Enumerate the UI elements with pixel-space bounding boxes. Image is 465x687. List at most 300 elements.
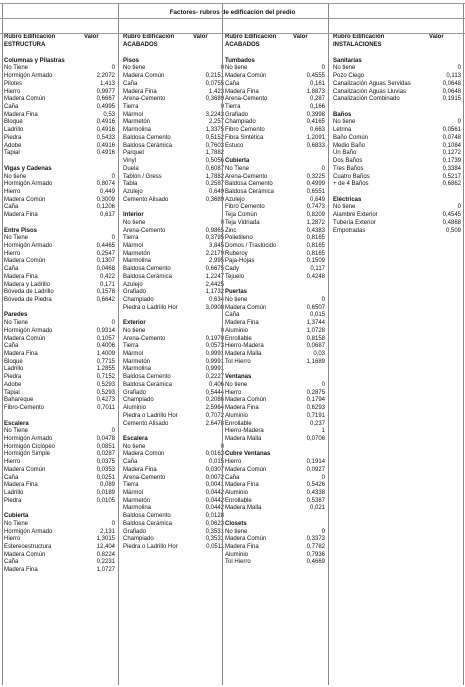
item-value: 0 — [321, 528, 325, 535]
table-row — [4, 552, 115, 560]
item-label: Puertas — [225, 289, 248, 296]
table-row — [4, 127, 115, 135]
section-heading — [123, 212, 224, 220]
item-value: 0,1057 — [96, 335, 115, 342]
item-label: Madera Común — [4, 196, 46, 203]
item-label: Tapial — [4, 389, 20, 396]
item-value: 0,8158 — [306, 335, 325, 342]
item-value: 0,0468 — [96, 266, 115, 273]
item-label: Madera Fina — [123, 88, 157, 95]
spacer — [333, 50, 461, 58]
item-label: Fibro-Cemento — [4, 405, 45, 412]
section-heading — [225, 289, 325, 297]
table-row — [123, 351, 224, 359]
item-value: 0 — [220, 104, 224, 111]
item-value: 0,4995 — [96, 104, 115, 111]
item-label: Marmetón — [123, 497, 151, 504]
item-label: No Tiene — [4, 235, 29, 242]
item-value: 1,8873 — [306, 88, 325, 95]
spacer — [123, 312, 224, 320]
item-label: Estereoestructura — [4, 544, 52, 550]
item-label: Fibro Cemento — [225, 127, 265, 134]
table-row — [4, 544, 115, 552]
item-value: 0,9977 — [96, 88, 115, 95]
table-row — [225, 189, 325, 197]
item-value: 0,5293 — [96, 381, 115, 388]
item-label: Baldosa Cerámica — [123, 273, 173, 280]
table-row — [123, 467, 224, 475]
table-row — [4, 451, 115, 459]
item-value: 0,9314 — [96, 327, 115, 334]
table-row — [225, 413, 325, 421]
row-divider — [0, 18, 465, 19]
table-row — [333, 65, 461, 73]
item-value: 0,021 — [309, 505, 325, 512]
table-row — [123, 521, 224, 529]
table-row — [4, 382, 115, 390]
item-label: Tierra — [123, 104, 139, 111]
section-heading — [4, 228, 115, 236]
item-label: Eléctricas — [333, 196, 362, 203]
item-value: 0,161 — [309, 80, 325, 87]
item-value: 1,2091 — [306, 134, 325, 141]
item-value: 0,1084 — [442, 142, 461, 149]
item-value: 0,287 — [309, 96, 325, 103]
table-row — [225, 405, 325, 413]
table-row — [123, 158, 224, 166]
item-value: 0,2547 — [96, 250, 115, 257]
item-label: Vigas y Cadenas — [4, 165, 52, 172]
table-row — [123, 328, 224, 336]
row-divider — [0, 33, 465, 34]
table-row — [4, 351, 115, 359]
item-label: Hierro — [4, 536, 21, 543]
item-label: Alambre Exterior — [333, 212, 378, 219]
item-label: Grafiado — [123, 389, 147, 396]
spacer — [4, 305, 115, 313]
item-label: Pilotes — [4, 80, 23, 87]
item-value: 0,7072 — [205, 412, 224, 419]
table-row — [123, 189, 224, 197]
section-heading — [225, 158, 325, 166]
table-row — [4, 320, 115, 328]
item-value: 3,845 — [208, 242, 224, 249]
table-row — [225, 312, 325, 320]
table-row — [123, 459, 224, 467]
table-row — [4, 343, 115, 351]
table-row — [333, 150, 461, 158]
item-value: 0,6551 — [306, 188, 325, 195]
item-label: Tres Baños — [333, 165, 364, 172]
item-label: Piedra o Ladrillo Hor — [123, 412, 178, 419]
item-label: Marmetón — [123, 358, 151, 365]
item-value: 0,2231 — [96, 559, 115, 566]
item-value: 0,406 — [208, 381, 224, 388]
item-value: 0,7782 — [306, 544, 325, 550]
table-row — [4, 328, 115, 336]
table-row — [225, 428, 325, 436]
table-row — [4, 89, 115, 97]
item-label: Adobe — [4, 142, 22, 149]
item-value: 2,6478 — [205, 420, 224, 427]
item-value: 0,0511 — [206, 544, 224, 550]
table-row — [225, 65, 325, 73]
item-label: Exterior — [123, 320, 146, 327]
item-label: Champiado — [123, 297, 154, 303]
item-value: 0,0687 — [306, 343, 325, 350]
item-value: 2,4425 — [205, 281, 224, 288]
table-row — [123, 181, 224, 189]
item-label: No tiene — [123, 219, 146, 226]
item-label: Madera Común — [4, 96, 46, 103]
item-label: Madera Fina — [4, 212, 38, 219]
item-label: Caña — [123, 80, 138, 87]
item-value: 2,995 — [208, 258, 224, 265]
table-row — [225, 112, 325, 120]
table-row — [123, 505, 224, 513]
table-row — [123, 343, 224, 351]
item-value: 0,3531 — [205, 528, 224, 535]
header-category: ACABADOS — [225, 41, 260, 48]
item-value: 0,2875 — [306, 389, 325, 396]
table-row — [225, 228, 325, 236]
item-value: 0,0706 — [306, 435, 325, 442]
item-value: 0,5056 — [205, 158, 224, 165]
table-row — [225, 382, 325, 390]
item-label: Enrollable — [225, 420, 252, 427]
item-label: Fibra Sintética — [225, 134, 264, 141]
item-label: Tejuelo — [225, 273, 245, 280]
item-label: Pisos — [123, 57, 140, 64]
table-row — [225, 467, 325, 475]
table-row — [123, 251, 224, 259]
table-row — [4, 282, 115, 290]
item-label: Pozo Ciego — [333, 73, 365, 80]
item-label: Tierra — [123, 235, 139, 242]
item-label: Baldosa Cerámica — [225, 188, 275, 195]
item-label: Cemento Alisado — [123, 196, 169, 203]
item-label: Champiado — [225, 119, 256, 126]
item-value: 0,4916 — [96, 119, 115, 126]
table-row — [225, 119, 325, 127]
item-label: Hierro-Madera — [225, 428, 264, 435]
item-value: 0 — [111, 320, 115, 327]
item-label: Marmolina — [123, 505, 152, 512]
item-value: 0,0072 — [205, 474, 224, 481]
item-value: 0,449 — [99, 188, 115, 195]
table-row — [123, 243, 224, 251]
table-row — [333, 228, 461, 236]
item-value: 0,8165 — [306, 235, 325, 242]
item-value: 0,509 — [445, 227, 461, 234]
table-row — [123, 135, 224, 143]
item-value: 0,113 — [446, 73, 461, 80]
table-row — [123, 390, 224, 398]
item-label: Baldosa Cemento — [123, 134, 171, 141]
item-value: 0,2227 — [205, 374, 224, 381]
item-value: 0,1578 — [96, 289, 115, 296]
table-row — [225, 235, 325, 243]
item-label: Hormigón Simple — [4, 451, 51, 458]
table-row — [123, 228, 224, 236]
spacer — [123, 204, 224, 212]
item-label: No tiene — [333, 119, 356, 126]
table-row — [123, 150, 224, 158]
section-heading — [333, 197, 461, 205]
item-label: Hierro — [4, 88, 21, 95]
item-value: 3,0908 — [205, 304, 224, 311]
header-label: Rubro Edificación — [333, 34, 385, 40]
table-row — [225, 143, 325, 151]
table-row — [123, 127, 224, 135]
table-row — [225, 359, 325, 367]
item-label: Ladrillo — [4, 366, 24, 373]
table-row — [225, 459, 325, 467]
table-row — [123, 104, 224, 112]
item-value: 0,3373 — [306, 536, 325, 543]
item-label: Tierra — [123, 343, 139, 350]
page-title: Factores- rubros de edificación del predio — [169, 9, 296, 16]
item-label: Hierro-Madera — [225, 343, 264, 350]
item-label: Marmetón — [123, 250, 151, 257]
item-value: 0,171 — [99, 281, 115, 288]
item-value: 0,7152 — [96, 374, 115, 381]
item-value: 0,1739 — [442, 158, 461, 165]
item-label: Madera Común — [4, 551, 46, 558]
item-value: 0 — [321, 474, 325, 481]
item-label: Madera Malla — [225, 351, 262, 358]
table-row — [333, 143, 461, 151]
item-value: 12,404 — [96, 544, 115, 550]
item-value: 0,3531 — [205, 536, 224, 543]
item-label: Bóveda de Piedra — [4, 297, 52, 303]
item-value: 0,0307 — [205, 466, 224, 473]
item-label: No tiene — [333, 65, 356, 72]
item-label: Aluminio — [225, 327, 249, 334]
item-value: 0,53 — [103, 111, 115, 118]
table-row — [225, 181, 325, 189]
table-row — [225, 266, 325, 274]
item-value: 0,6507 — [306, 304, 325, 311]
header-label: Rubro Edificación — [225, 34, 277, 40]
item-label: Hormigón Armado — [4, 528, 53, 535]
item-label: Madera Fina — [4, 273, 38, 280]
item-value: 0,0163 — [205, 451, 224, 458]
table-row — [225, 89, 325, 97]
item-label: Caña — [123, 459, 138, 466]
item-label: Baldosa Cerámica — [123, 381, 173, 388]
item-value: 0,4916 — [96, 127, 115, 134]
section-heading — [4, 312, 115, 320]
item-value: 0,1509 — [306, 258, 325, 265]
item-label: Hormigón Armado — [4, 181, 53, 188]
item-label: Enrollable — [225, 335, 252, 342]
item-label: No Tiene — [225, 165, 250, 172]
column-divider — [118, 3, 119, 685]
item-value: 0,5433 — [96, 134, 115, 141]
item-label: Grafiado — [123, 528, 147, 535]
item-label: Cemento Alisado — [123, 420, 169, 427]
table-row — [225, 96, 325, 104]
item-label: Arena-Cemento — [123, 96, 166, 103]
item-label: Hierro — [4, 188, 21, 195]
table-row — [4, 467, 115, 475]
item-value: 0 — [111, 428, 115, 435]
item-value: 1,1732 — [205, 289, 224, 296]
item-value: 0,8165 — [306, 242, 325, 249]
item-label: Piedra — [4, 374, 22, 381]
item-value: 0,4999 — [306, 181, 325, 188]
item-label: Baldosa Cemento — [123, 266, 171, 273]
item-value: 0,5152 — [205, 134, 224, 141]
item-label: Baños — [333, 111, 352, 118]
item-label: Madera Común — [225, 397, 267, 404]
table-row — [333, 127, 461, 135]
item-value: 0,3225 — [306, 173, 325, 180]
item-label: Tablón / Gress — [123, 173, 162, 180]
column-divider — [463, 3, 464, 685]
item-value: 0,015 — [208, 459, 224, 466]
item-value: 0 — [457, 204, 461, 211]
table-row — [123, 405, 224, 413]
section-heading — [333, 112, 461, 120]
item-label: Madera Fina — [225, 405, 259, 412]
item-label: Sanitarias — [333, 57, 362, 64]
table-row — [123, 235, 224, 243]
table-row — [123, 513, 224, 521]
spacer — [333, 189, 461, 197]
item-label: Canalización Aguas Lluvias — [333, 88, 407, 95]
item-label: Entre Pisos — [4, 227, 38, 234]
item-value: 0,422 — [99, 273, 115, 280]
item-value: 1,7882 — [205, 150, 224, 157]
item-label: No Tiene — [4, 65, 29, 72]
item-value: 0,6642 — [96, 297, 115, 303]
item-label: Tol Hierro — [225, 559, 251, 566]
item-label: Tol Hierro — [225, 358, 251, 365]
item-label: Tubería Exterior — [333, 219, 376, 226]
item-value: 0,5426 — [306, 482, 325, 489]
item-value: 0,8165 — [306, 250, 325, 257]
item-value: 0,0561 — [442, 127, 461, 134]
item-label: Madera Común — [225, 304, 267, 311]
table-row — [4, 104, 115, 112]
table-row — [123, 482, 224, 490]
item-label: Madera Fina — [4, 351, 38, 358]
item-label: Cady — [225, 266, 240, 273]
table-row — [4, 529, 115, 537]
table-row — [225, 490, 325, 498]
table-row — [225, 482, 325, 490]
item-label: Bloque — [4, 119, 23, 126]
section-heading — [333, 58, 461, 66]
item-label: Grafiado — [123, 289, 147, 296]
table-row — [333, 81, 461, 89]
item-value: 0,649 — [309, 196, 325, 203]
item-label: Fibro Cemento — [225, 204, 265, 211]
item-label: Tabla — [123, 181, 138, 188]
item-value: 0,5217 — [442, 173, 461, 180]
table-row — [4, 143, 115, 151]
item-value: 0,9991 — [205, 366, 224, 373]
item-value: 1 — [321, 428, 325, 435]
table-row — [333, 166, 461, 174]
item-value: 0,4273 — [96, 397, 115, 404]
item-value: 1,3015 — [96, 536, 115, 543]
item-value: 0,3689 — [205, 96, 224, 103]
item-value: 1,0728 — [306, 327, 325, 334]
item-label: Cuatro Baños — [333, 173, 370, 180]
table-row — [4, 243, 115, 251]
table-row — [4, 212, 115, 220]
table-row — [225, 536, 325, 544]
item-label: Tierra — [225, 104, 241, 111]
item-value: 0,9991 — [205, 358, 224, 365]
column-header — [333, 34, 461, 50]
table-row — [123, 274, 224, 282]
spacer — [4, 220, 115, 228]
table-row — [225, 212, 325, 220]
item-label: Madera Común — [225, 536, 267, 543]
spacer — [4, 413, 115, 421]
item-label: Hierro — [225, 389, 242, 396]
table-row — [123, 359, 224, 367]
item-value: 0 — [321, 65, 325, 72]
item-label: Hierro — [4, 459, 21, 466]
spacer — [123, 50, 224, 58]
table-row — [4, 197, 115, 205]
item-value: 2,257 — [208, 119, 224, 126]
item-label: No tiene — [4, 173, 27, 180]
table-row — [225, 243, 325, 251]
item-value: 0,4555 — [306, 73, 325, 80]
item-label: Estuco — [225, 142, 244, 149]
item-value: 0,6293 — [306, 405, 325, 412]
table-row — [225, 421, 325, 429]
header-category: ACABADOS — [123, 41, 158, 48]
item-value: 3,2243 — [205, 111, 224, 118]
table-row — [225, 135, 325, 143]
table-row — [225, 251, 325, 259]
header-label: Rubro Edificación — [4, 34, 56, 40]
item-label: No tiene — [123, 443, 146, 450]
table-row — [4, 559, 115, 567]
item-label: + de 4 Baños — [333, 181, 369, 188]
item-label: No tiene — [225, 297, 248, 303]
item-label: Marmolina — [123, 366, 152, 373]
item-label: Mármol — [123, 111, 144, 118]
item-value: 0,1272 — [442, 150, 461, 157]
table-row — [333, 204, 461, 212]
item-label: Baldosa Cerámica — [123, 142, 173, 149]
item-label: Adobe — [4, 381, 22, 388]
table-row — [225, 343, 325, 351]
item-label: Aluminio — [225, 412, 249, 419]
header-value: Valor — [429, 34, 444, 40]
item-value: 0,4545 — [442, 212, 461, 219]
item-label: Madera Malla — [225, 505, 262, 512]
section-heading — [4, 58, 115, 66]
item-label: Paja-Hojas — [225, 258, 255, 265]
table-row — [123, 444, 224, 452]
header-value: Valor — [293, 34, 308, 40]
item-value: 0 — [321, 297, 325, 303]
table-row — [123, 374, 224, 382]
table-row — [225, 529, 325, 537]
table-row — [4, 436, 115, 444]
column-header — [225, 34, 325, 50]
item-value: 0,1307 — [96, 258, 115, 265]
